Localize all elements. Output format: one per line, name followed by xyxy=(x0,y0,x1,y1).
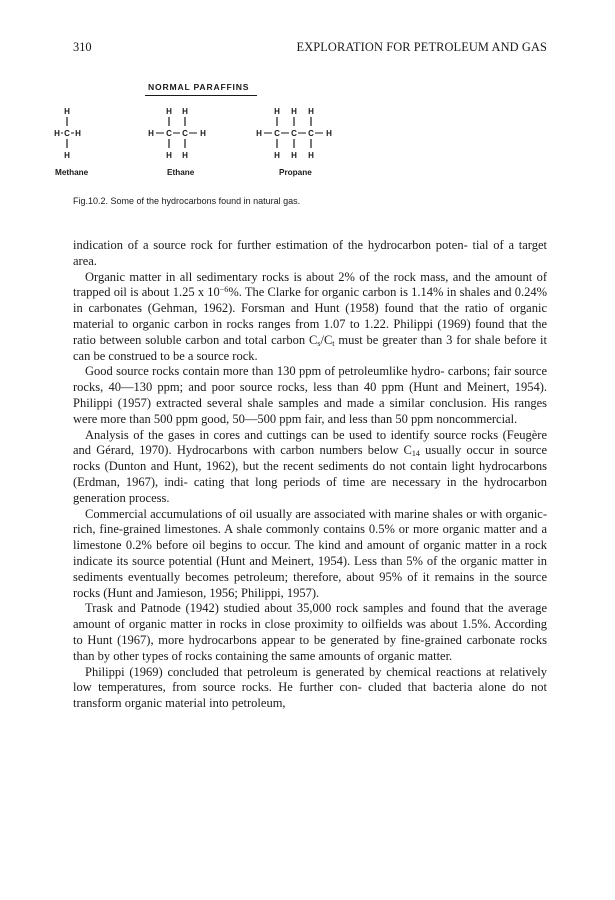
atom-h: H xyxy=(182,151,188,160)
paragraph-6: Trask and Patnode (1942) studied about 35,000 rock samples and found that the average amount of organic matter in rocks in close proximity to oilfields was about 1.5%. According to Hunt (1967), more hydrocarbons appear to be generated by fine-grained carbonate rocks than by other types of rocks containing the same amounts of organic matter. xyxy=(73,601,547,663)
paragraph-1: indication of a source rock for further estimation of the hydrocarbon poten- tial of a target area. xyxy=(73,238,547,268)
atom-h: H xyxy=(64,107,70,116)
atom-h: H xyxy=(308,107,314,116)
paragraph-3: Good source rocks contain more than 130 ppm of petroleumlike hydro- carbons; fair source rocks, 40—130 ppm; and poor source rocks, less than 40 ppm (Hunt and Meinert, 1954). Philippi (1957) extracted several shale samples and made a similar conclusion. His ranges were more than 500 ppm good, 50—500 ppm fair, and less than 50 ppm noncommercial. xyxy=(73,364,547,426)
atom-h: H xyxy=(182,107,188,116)
paragraph-4: Analysis of the gases in cores and cuttings can be used to identify source rocks (Feugère and Gérard, 1970). Hydrocarbons with carbon numbers below $C_{14}$ usually occur in source rocks (Dunton and Hunt, 1962), but the recent sediments do not contain light hydrocarbons (Erdman, 1967), indi- cating that long periods of time are necessary in the hydrocarbon generation process. xyxy=(73,427,547,505)
body-text xyxy=(73,238,547,712)
atom-c: C xyxy=(64,129,70,138)
atom-h: H xyxy=(75,129,81,138)
methane-structure xyxy=(55,106,95,166)
figure-caption: Fig.10.2. Some of the hydrocarbons found in natural gas. xyxy=(73,196,301,206)
figure-title-underline xyxy=(145,95,257,96)
molecule-label-propane: Propane xyxy=(279,168,312,177)
ethane-structure xyxy=(147,106,217,166)
atom-c: C xyxy=(182,129,188,138)
atom-h: H xyxy=(64,151,70,160)
atom-c: C xyxy=(308,129,314,138)
atom-h: H xyxy=(274,151,280,160)
atom-h: H xyxy=(256,129,262,138)
atom-c: C xyxy=(291,129,297,138)
figure-normal-paraffins xyxy=(55,82,555,222)
atom-h: H xyxy=(166,151,172,160)
atom-h: H xyxy=(308,151,314,160)
figure-title: NORMAL PARAFFINS xyxy=(148,82,250,92)
molecule-label-methane: Methane xyxy=(55,168,89,177)
atom-h: H xyxy=(291,107,297,116)
running-title: EXPLORATION FOR PETROLEUM AND GAS xyxy=(296,40,547,54)
atom-h: H xyxy=(148,129,154,138)
propane-structure xyxy=(255,106,347,166)
atom-c: C xyxy=(166,129,172,138)
atom-h: H xyxy=(274,107,280,116)
paragraph-5: Commercial accumulations of oil usually are associated with marine shales or with organic-rich, fine-grained limestones. A shale commonly contains 0.5% or more organic matter and a limestone 0.2% before oil begins to occur. The kind and amount of organic matter in a rock indicate its source potential (Hunt and Meinert, 1954). Less than 5% of the organic matter in sediments eventually becomes petroleum; therefore, about 95% of it remains in the source rocks (Hunt and Jamieson, 1956; Philippi, 1957). xyxy=(73,506,547,600)
atom-h: H xyxy=(291,151,297,160)
paragraph-2: Organic matter in all sedimentary rocks is about 2% of the rock mass, and the amount of trapped oil is about 1.25 x $10^{-6}\%$. The Clarke for organic carbon is 1.14% in shales and 0.24% in carbonates (Gehman, 1962). Forsman and Hunt (1958) found that the ratio of organic material to organic carbon in rocks ranges from 1.07 to 1.22. Philippi (1969) found that the ratio between soluble carbon and total carbon $C_s/C_t$ must be greater than 3 for shale before it can be construed to be a source rock. xyxy=(73,269,548,363)
paragraph-7: Philippi (1969) concluded that petroleum is generated by chemical reactions at relatively low temperatures, from source rocks. He further con- cluded that bacteria alone do not transform organic material into petroleum, xyxy=(73,664,547,711)
molecule-label-ethane: Ethane xyxy=(167,168,195,177)
atom-h: H xyxy=(200,129,206,138)
page-number: 310 xyxy=(73,40,92,54)
atom-h: H xyxy=(54,129,60,138)
atom-h: H xyxy=(326,129,332,138)
atom-c: C xyxy=(274,129,280,138)
atom-h: H xyxy=(166,107,172,116)
page-header xyxy=(73,40,547,56)
